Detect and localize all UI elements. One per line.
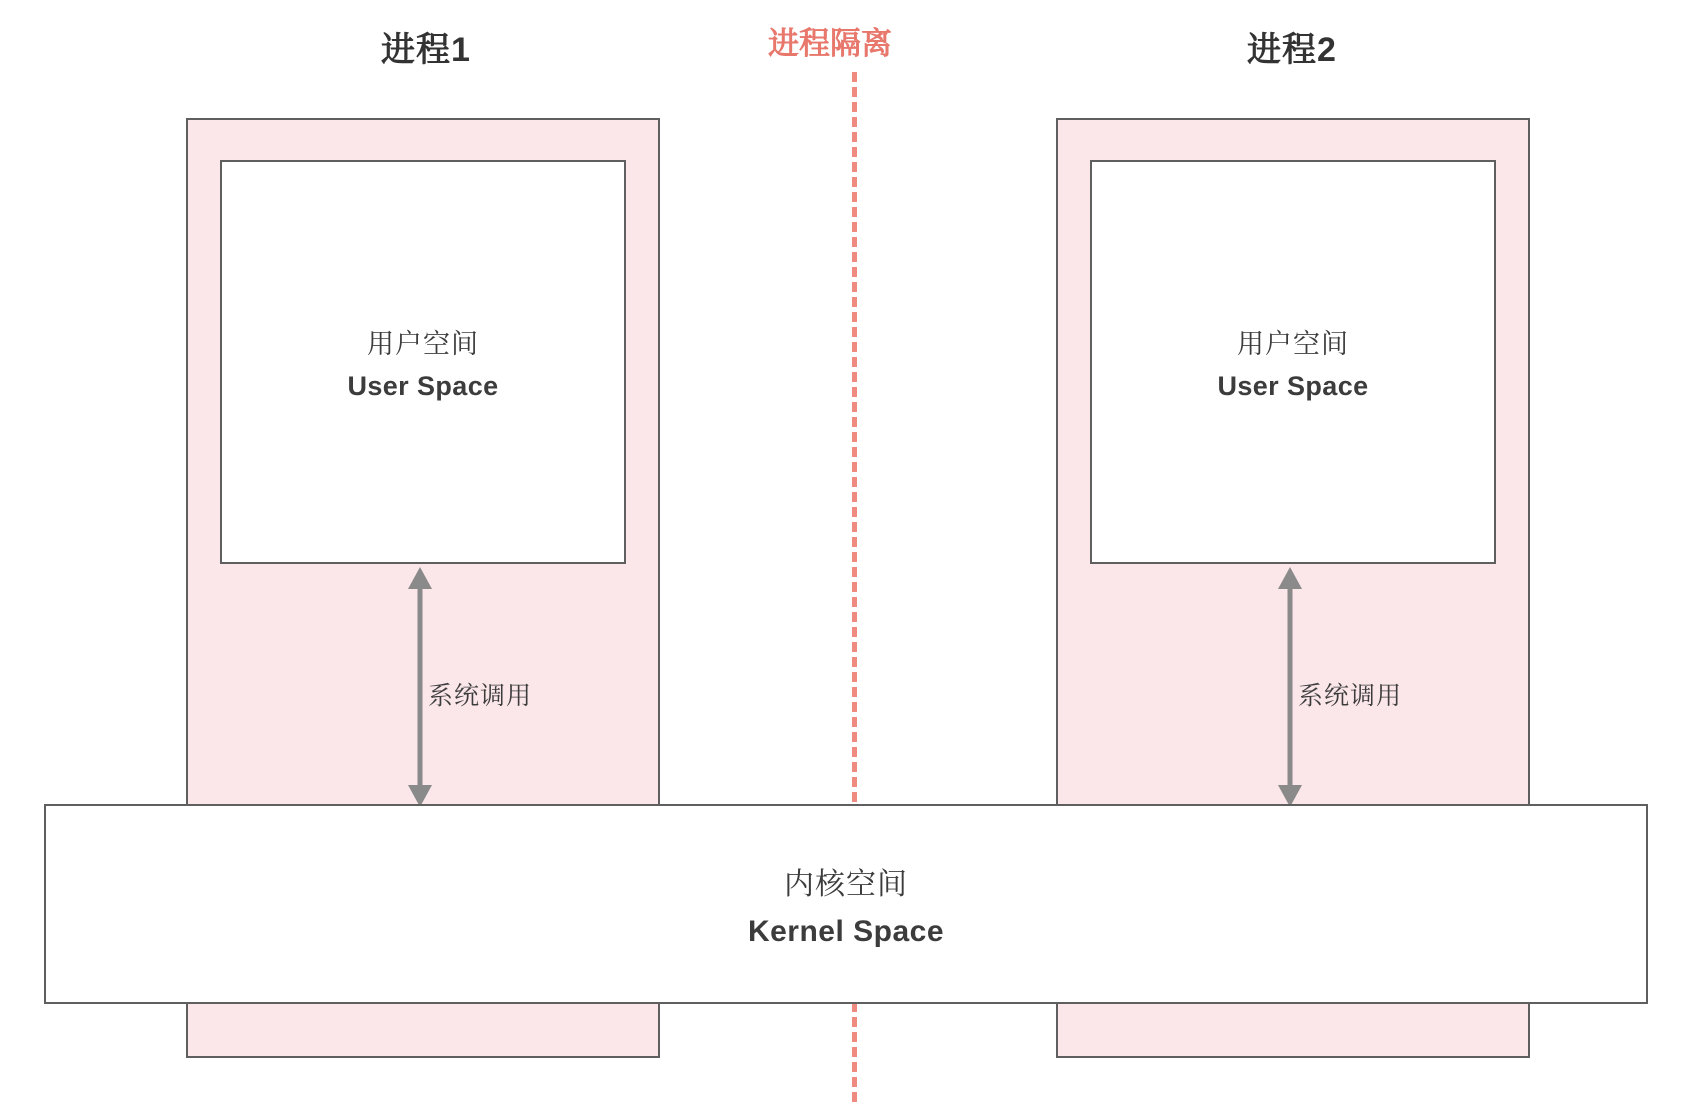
kernel-space-box [44, 804, 1648, 1004]
process-2-title: 进程2 [1247, 31, 1337, 69]
process-1-syscall-label: 系统调用 [428, 682, 533, 710]
kernel-space-label-en: Kernel Space [747, 915, 945, 948]
process-1-user-space-label-cn: 用户空间 [367, 329, 479, 359]
process-2-user-space-label-cn: 用户空间 [1237, 329, 1349, 359]
process-2-user-space-box [1090, 160, 1496, 564]
process-isolation-label: 进程隔离 [768, 26, 892, 61]
kernel-space-label-cn: 内核空间 [784, 868, 908, 901]
process-2-user-space-label-en: User Space [1217, 371, 1369, 401]
process-1-user-space-label-en: User Space [347, 371, 499, 401]
process-2-syscall-label: 系统调用 [1298, 682, 1403, 710]
process-1-title: 进程1 [381, 31, 471, 69]
process-1-user-space-box [220, 160, 626, 564]
